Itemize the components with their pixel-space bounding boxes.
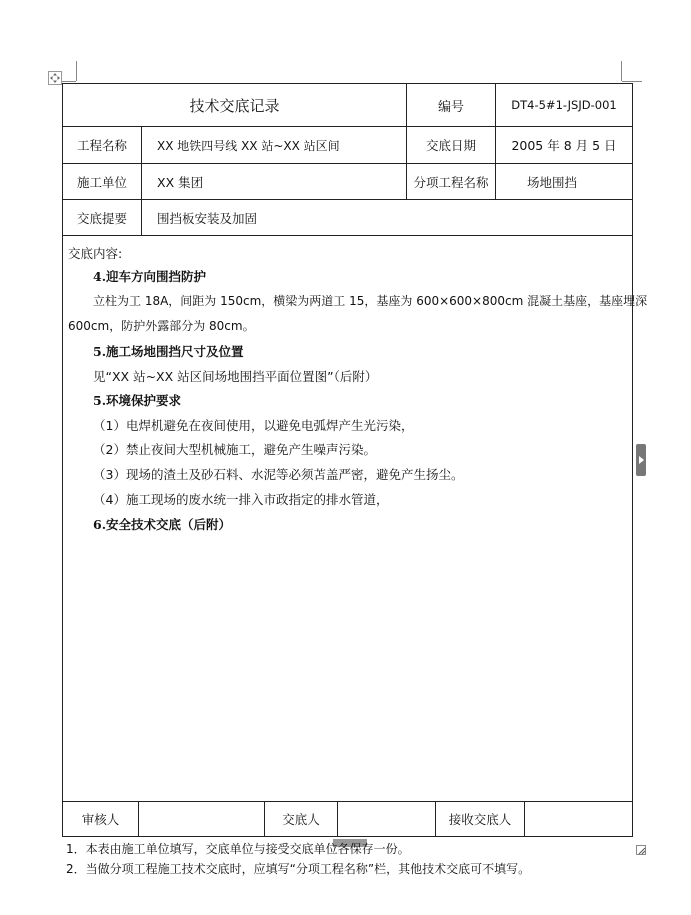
list-item: （2）禁止夜间大型机械施工，避免产生噪声污染。 [93, 442, 376, 457]
discloser-label: 交底人 [282, 812, 320, 827]
subitem-value: 场地围挡 [527, 174, 578, 190]
receiver-value[interactable] [525, 802, 632, 836]
disclosure-form-table [62, 83, 648, 837]
paragraph-line: 见“XX 站~XX 站区间场地围挡平面位置图”（后附） [93, 369, 378, 384]
expand-arrow-icon[interactable] [636, 444, 646, 476]
crop-mark [76, 61, 77, 81]
unit-label: 施工单位 [76, 174, 127, 190]
unit-value: XX 集团 [157, 174, 204, 190]
reviewer-value[interactable] [139, 802, 264, 836]
paragraph-line: 600cm，防护外露部分为 80cm。 [68, 319, 255, 333]
summary-row [63, 200, 632, 236]
date-label: 交底日期 [425, 138, 476, 153]
disclosure-content [63, 236, 648, 802]
footnote: 2．当做分项工程施工技术交底时，应填写“分项工程名称”栏，其他技术交底可不填写。 [66, 862, 531, 876]
project-value: XX 地铁四号线 XX 站~XX 站区间 [157, 138, 340, 153]
header-row [63, 84, 632, 127]
section-heading: 5.环境保护要求 [93, 393, 182, 408]
crop-mark [621, 61, 622, 81]
list-item: （4）施工现场的废水统一排入市政指定的排水管道， [93, 492, 389, 507]
table-move-handle-icon[interactable] [48, 70, 62, 84]
form-title: 技术交底记录 [189, 96, 280, 115]
paragraph-line: 立柱为工 18A，间距为 150cm，横梁为两道工 15，基座为 600×600×800cm 混凝土基座，基座埋深 [93, 294, 648, 308]
section-heading: 4.迎车方向围挡防护 [93, 269, 207, 284]
summary-value: 围挡板安装及加固 [157, 210, 258, 226]
footnote: 1．本表由施工单位填写，交底单位与接受交底单位各保存一份。 [66, 842, 410, 856]
receiver-label: 接收交底人 [448, 812, 512, 827]
section-heading: 5.施工场地围挡尺寸及位置 [93, 344, 244, 359]
list-item: （1）电焊机避免在夜间使用，以避免电弧焊产生光污染， [93, 418, 414, 433]
reviewer-label: 审核人 [81, 812, 120, 827]
unit-row [63, 164, 632, 200]
project-label: 工程名称 [76, 138, 127, 153]
subitem-label: 分项工程名称 [413, 174, 489, 190]
summary-label: 交底提要 [76, 210, 127, 226]
date-value: 2005 年 8 月 5 日 [511, 138, 617, 153]
section-heading: 6.安全技术交底（后附） [93, 517, 232, 532]
content-intro: 交底内容: [68, 246, 123, 261]
list-item: （3）现场的渣土及砂石料、水泥等必须苫盖严密，避免产生扬尘。 [93, 467, 464, 482]
crop-mark [622, 81, 642, 82]
code-value: DT4-5#1-JSJD-001 [511, 98, 617, 112]
project-row [63, 127, 632, 164]
signature-row [63, 802, 632, 836]
discloser-value[interactable] [338, 802, 435, 836]
table-resize-handle-icon[interactable] [636, 840, 646, 850]
code-label: 编号 [437, 99, 464, 115]
